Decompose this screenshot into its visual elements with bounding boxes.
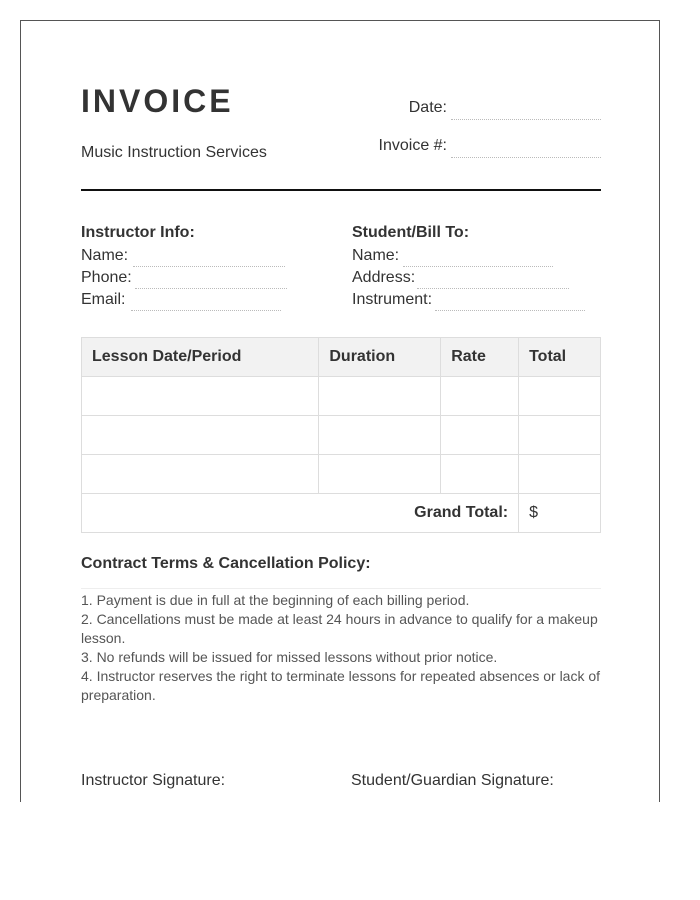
student-heading: Student/Bill To: (352, 224, 470, 241)
policy-heading: Contract Terms & Cancellation Policy: (81, 555, 371, 572)
student-signature-label: Student/Guardian Signature: (351, 772, 554, 789)
grand-total-value[interactable]: $ (519, 494, 601, 533)
column-header-duration: Duration (319, 338, 441, 377)
total-cell[interactable] (519, 416, 601, 455)
invoice-number-field[interactable] (451, 156, 601, 158)
rate-cell[interactable] (441, 455, 519, 494)
instructor-phone-field[interactable] (135, 287, 287, 289)
header-divider (81, 189, 601, 191)
duration-cell[interactable] (319, 377, 441, 416)
student-address-label: Address: (352, 269, 416, 286)
instructor-signature-label: Instructor Signature: (81, 772, 226, 789)
policy-item: 3. No refunds will be issued for missed lessons without prior notice. (81, 649, 498, 665)
policy-divider (81, 588, 601, 589)
lessons-table (81, 337, 601, 533)
date-label: Date: (408, 99, 447, 116)
student-name-label: Name: (352, 247, 400, 264)
instructor-name-label: Name: (81, 247, 129, 264)
date-field[interactable] (451, 118, 601, 120)
total-cell[interactable] (519, 377, 601, 416)
table-header-row (82, 338, 601, 377)
column-header-total: Total (519, 338, 601, 377)
policy-item: 2. Cancellations must be made at least 24 hours in advance to qualify for a makeup lesson. (81, 611, 598, 646)
policy-item: 4. Instructor reserves the right to terminate lessons for repeated absences or lack of preparation. (81, 668, 601, 703)
policy-item: 1. Payment is due in full at the beginning of each billing period. (81, 592, 470, 608)
invoice-number-label: Invoice #: (378, 137, 447, 154)
invoice-page (20, 20, 660, 802)
table-row (82, 377, 601, 416)
column-header-rate: Rate (441, 338, 519, 377)
student-instrument-label: Instrument: (352, 291, 433, 308)
lesson-date-cell[interactable] (82, 455, 319, 494)
instructor-heading: Instructor Info: (81, 224, 195, 241)
instructor-phone-label: Phone: (81, 269, 132, 286)
duration-cell[interactable] (319, 416, 441, 455)
student-instrument-field[interactable] (435, 309, 585, 311)
grand-total-label: Grand Total: (82, 494, 519, 533)
instructor-email-field[interactable] (131, 309, 281, 311)
rate-cell[interactable] (441, 377, 519, 416)
lesson-date-cell[interactable] (82, 416, 319, 455)
table-row (82, 455, 601, 494)
instructor-email-label: Email: (81, 291, 126, 308)
student-address-field[interactable] (417, 287, 569, 289)
student-name-field[interactable] (403, 265, 553, 267)
total-cell[interactable] (519, 455, 601, 494)
column-header-lesson-date: Lesson Date/Period (82, 338, 319, 377)
business-subtitle: Music Instruction Services (81, 144, 267, 161)
lesson-date-cell[interactable] (82, 377, 319, 416)
duration-cell[interactable] (319, 455, 441, 494)
invoice-title: INVOICE (81, 83, 234, 119)
rate-cell[interactable] (441, 416, 519, 455)
policy-list (81, 591, 601, 705)
table-row (82, 416, 601, 455)
grand-total-row (82, 494, 601, 533)
instructor-name-field[interactable] (133, 265, 285, 267)
